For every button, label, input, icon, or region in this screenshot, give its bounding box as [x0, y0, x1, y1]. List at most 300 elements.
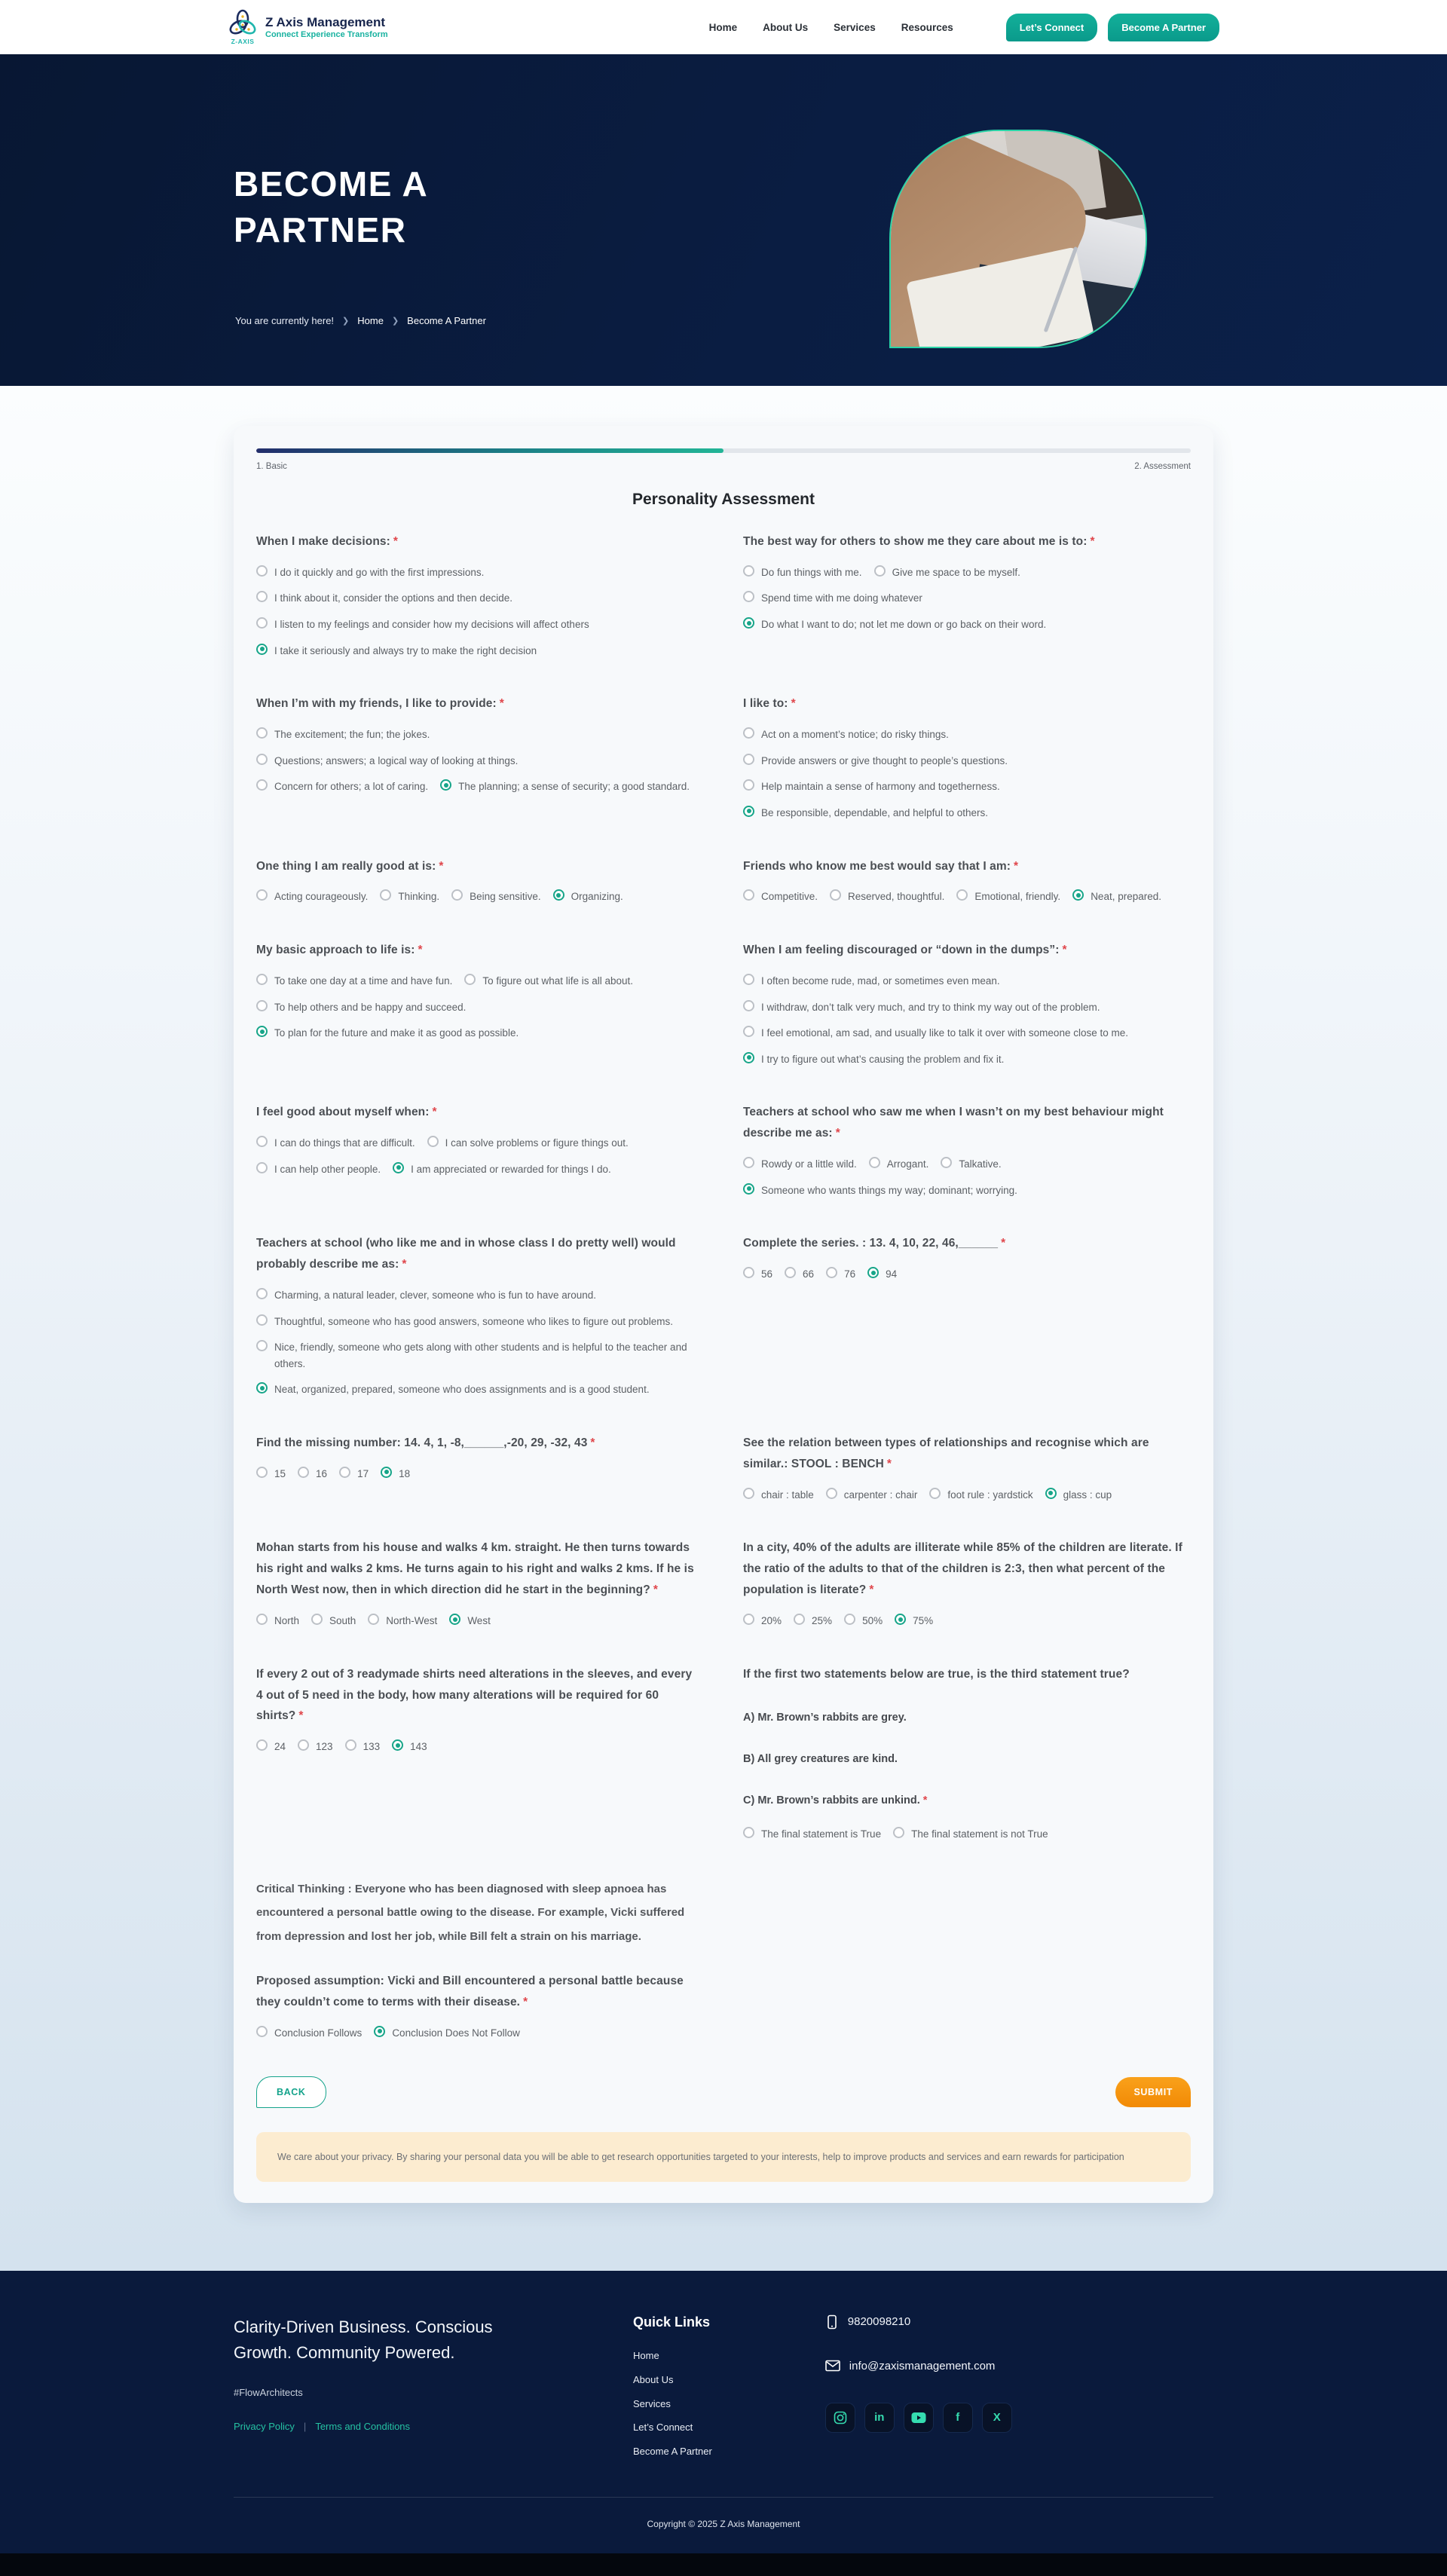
- required-asterisk: *: [869, 1583, 874, 1597]
- logo-mark: [228, 9, 258, 45]
- footer-content: [234, 2314, 1213, 2464]
- radio-icon[interactable]: [256, 779, 268, 791]
- radio-icon[interactable]: [743, 1000, 754, 1011]
- radio-selected-icon[interactable]: [743, 1052, 754, 1063]
- nav-item-services[interactable]: Services: [834, 21, 876, 33]
- question: [256, 1537, 701, 1629]
- radio-option[interactable]: [743, 1182, 1017, 1199]
- radio-option[interactable]: [743, 1156, 857, 1173]
- radio-option[interactable]: [743, 590, 922, 607]
- radio-option[interactable]: [256, 1161, 381, 1178]
- question-title: The best way for others to show me they care about me is to: *: [743, 535, 1095, 548]
- radio-icon[interactable]: [743, 1157, 754, 1168]
- radio-icon[interactable]: [345, 1739, 356, 1751]
- options-group: [256, 1466, 701, 1482]
- radio-option[interactable]: [895, 1613, 933, 1629]
- radio-option[interactable]: [743, 889, 818, 905]
- radio-option-label: Help maintain a sense of harmony and togetherness.: [761, 781, 1000, 793]
- radio-option[interactable]: [298, 1739, 333, 1755]
- questions-grid: [256, 531, 1191, 2042]
- radio-icon[interactable]: [311, 1614, 323, 1625]
- radio-selected-icon[interactable]: [743, 617, 754, 629]
- question-title: In a city, 40% of the adults are illiterate while 85% of the children are literate. If the ratio of the adults to that of the children is 2:3, then what percent of the population is literate? *: [743, 1541, 1182, 1597]
- radio-option-label: glass : cup: [1063, 1488, 1112, 1501]
- radio-option[interactable]: [256, 727, 430, 743]
- radio-icon[interactable]: [743, 591, 754, 602]
- radio-icon[interactable]: [743, 779, 754, 791]
- radio-icon[interactable]: [256, 1288, 268, 1299]
- back-button[interactable]: BACK: [256, 2076, 326, 2108]
- required-asterisk: *: [1014, 859, 1019, 873]
- radio-option-label: Concern for others; a lot of caring.: [274, 781, 429, 793]
- required-asterisk: *: [1090, 535, 1095, 548]
- radio-option-label: 24: [274, 1741, 286, 1753]
- radio-option-label: Reserved, thoughtful.: [848, 891, 945, 903]
- radio-option[interactable]: [256, 1613, 299, 1629]
- chevron-right-icon: ❯: [391, 317, 399, 326]
- radio-option[interactable]: [256, 1135, 415, 1152]
- radio-icon[interactable]: [298, 1467, 309, 1478]
- radio-option-label: 66: [803, 1268, 815, 1280]
- radio-option-label: I can do things that are difficult.: [274, 1137, 415, 1149]
- nav-item-about-us[interactable]: About Us: [763, 21, 809, 33]
- become-a-partner-button[interactable]: Become A Partner: [1108, 14, 1219, 41]
- radio-icon[interactable]: [743, 889, 754, 901]
- required-asterisk: *: [922, 1794, 928, 1807]
- radio-icon[interactable]: [256, 889, 268, 901]
- radio-option[interactable]: [743, 779, 1000, 795]
- required-asterisk: *: [1001, 1237, 1006, 1250]
- radio-option[interactable]: [256, 1466, 286, 1482]
- radio-option[interactable]: [743, 1613, 782, 1629]
- brand-logo[interactable]: [228, 9, 388, 45]
- options-group: [743, 1487, 1191, 1504]
- footer-link-services[interactable]: Services: [633, 2397, 671, 2409]
- radio-selected-icon[interactable]: [256, 1026, 268, 1037]
- question-title: Teachers at school (who like me and in whose class I do pretty well) would probably describe me as: *: [256, 1237, 676, 1271]
- options-group: [256, 1613, 701, 1629]
- radio-option-label: Thinking.: [398, 891, 440, 903]
- radio-option-label: 25%: [812, 1615, 833, 1627]
- radio-option-label: carpenter : chair: [843, 1488, 918, 1501]
- radio-icon[interactable]: [869, 1157, 880, 1168]
- header-buttons: [1006, 14, 1219, 41]
- radio-option-label: Do what I want to do; not let me down or go back on their word.: [761, 619, 1047, 631]
- radio-option[interactable]: [743, 616, 1046, 633]
- radio-option[interactable]: [941, 1156, 1001, 1173]
- question-title: Teachers at school who saw me when I wasn’t on my best behaviour might describe me as: *: [743, 1106, 1164, 1140]
- radio-option[interactable]: [256, 590, 512, 607]
- radio-selected-icon[interactable]: [374, 2026, 385, 2037]
- radio-icon[interactable]: [874, 565, 886, 577]
- radio-option[interactable]: [743, 1025, 1128, 1042]
- radio-icon[interactable]: [256, 617, 268, 629]
- radio-icon[interactable]: [256, 2026, 268, 2037]
- nav-item-home[interactable]: Home: [708, 21, 738, 33]
- radio-option-label: I think about it, consider the options and then decide.: [274, 592, 512, 604]
- form-title: Personality Assessment: [632, 491, 815, 508]
- radio-selected-icon[interactable]: [743, 1183, 754, 1195]
- radio-option[interactable]: [451, 889, 541, 905]
- radio-option[interactable]: [553, 889, 623, 905]
- question-title: Mohan starts from his house and walks 4 km. straight. He then turns towards his right and walks 2 kms. He turns again to his right and walks 2 kms. If he is North West now, then in which direction did he start in the beginning? *: [256, 1541, 694, 1597]
- radio-selected-icon[interactable]: [256, 644, 268, 655]
- radio-icon[interactable]: [830, 889, 841, 901]
- radio-option-label: chair : table: [761, 1488, 814, 1501]
- radio-option-label: Act on a moment’s notice; do risky things.: [761, 729, 949, 741]
- radio-icon[interactable]: [743, 565, 754, 577]
- radio-icon[interactable]: [743, 974, 754, 985]
- radio-option-label: Be responsible, dependable, and helpful to others.: [761, 806, 988, 818]
- radio-option[interactable]: [311, 1613, 356, 1629]
- radio-option[interactable]: [256, 1381, 650, 1398]
- x-icon[interactable]: X: [982, 2403, 1012, 2433]
- radio-selected-icon[interactable]: [895, 1614, 906, 1625]
- radio-option-label: 20%: [761, 1615, 782, 1627]
- breadcrumb-item-home[interactable]: Home: [357, 315, 384, 326]
- radio-selected-icon[interactable]: [393, 1162, 404, 1173]
- radio-icon[interactable]: [826, 1267, 837, 1278]
- radio-option[interactable]: [743, 1826, 881, 1843]
- footer-legal-terms-and-conditions[interactable]: Terms and Conditions: [315, 2421, 411, 2432]
- radio-icon[interactable]: [941, 1157, 952, 1168]
- question: [743, 1537, 1191, 1629]
- required-asterisk: *: [1062, 944, 1067, 957]
- required-asterisk: *: [393, 535, 399, 548]
- required-asterisk: *: [523, 1996, 528, 2009]
- radio-selected-icon[interactable]: [1045, 1488, 1057, 1499]
- question: [743, 1433, 1191, 1503]
- question-statement: B) All grey creatures are kind.: [743, 1752, 898, 1765]
- assessment-form-card: [234, 426, 1213, 2203]
- radio-option-label: 16: [316, 1467, 328, 1479]
- radio-icon[interactable]: [256, 974, 268, 985]
- radio-option[interactable]: [256, 564, 484, 581]
- question-title: Friends who know me best would say that I am: *: [743, 859, 1019, 873]
- radio-icon[interactable]: [743, 727, 754, 739]
- radio-icon[interactable]: [956, 889, 968, 901]
- options-group: [256, 1287, 701, 1398]
- instagram-icon[interactable]: [825, 2403, 855, 2433]
- radio-icon[interactable]: [464, 974, 476, 985]
- radio-icon[interactable]: [743, 1614, 754, 1625]
- question-title: If every 2 out of 3 readymade shirts need alterations in the sleeves, and every 4 out of 5 need in the body, how many alterations will be required for 60 shirts? *: [256, 1667, 693, 1723]
- question: [256, 1877, 701, 2042]
- options-group: [256, 1739, 701, 1755]
- radio-icon[interactable]: [743, 1267, 754, 1278]
- radio-option-label: Someone who wants things my way; dominant; worrying.: [761, 1184, 1017, 1196]
- radio-icon[interactable]: [256, 1614, 268, 1625]
- radio-option[interactable]: [893, 1826, 1048, 1843]
- social-icons: [825, 2403, 1012, 2433]
- question-title: One thing I am really good at is: *: [256, 859, 444, 873]
- options-group: [743, 1266, 1191, 1283]
- linkedin-icon[interactable]: in: [864, 2403, 895, 2433]
- footer-link-about-us[interactable]: About Us: [633, 2373, 674, 2385]
- submit-button[interactable]: SUBMIT: [1115, 2077, 1191, 2107]
- radio-option[interactable]: [874, 564, 1020, 581]
- radio-option[interactable]: [256, 1025, 519, 1042]
- radio-option[interactable]: [392, 1739, 427, 1755]
- radio-option[interactable]: [830, 889, 944, 905]
- hero-banner: [0, 54, 1447, 386]
- question-title: My basic approach to life is: *: [256, 944, 423, 957]
- radio-option[interactable]: [256, 1314, 673, 1330]
- radio-option[interactable]: [256, 973, 452, 990]
- radio-option[interactable]: [440, 779, 690, 795]
- radio-selected-icon[interactable]: [256, 1382, 268, 1394]
- radio-option-label: I am appreciated or rewarded for things I do.: [411, 1163, 611, 1175]
- radio-selected-icon[interactable]: [392, 1739, 403, 1751]
- radio-option-label: Acting courageously.: [274, 891, 369, 903]
- radio-option[interactable]: [345, 1739, 381, 1755]
- main-nav: [709, 14, 1219, 41]
- radio-selected-icon[interactable]: [381, 1467, 392, 1478]
- facebook-icon[interactable]: f: [943, 2403, 973, 2433]
- step-basic-label: 1. Basic: [256, 462, 287, 471]
- radio-option[interactable]: [794, 1613, 832, 1629]
- radio-option-label: Give me space to be myself.: [892, 566, 1020, 578]
- radio-option[interactable]: [867, 1266, 897, 1283]
- required-asterisk: *: [499, 697, 504, 711]
- radio-icon[interactable]: [256, 1739, 268, 1751]
- radio-option[interactable]: [256, 2025, 362, 2042]
- radio-option[interactable]: [256, 779, 428, 795]
- radio-selected-icon[interactable]: [440, 779, 451, 791]
- radio-option-label: I feel emotional, am sad, and usually like to talk it over with someone close to me.: [761, 1027, 1128, 1039]
- radio-icon[interactable]: [256, 591, 268, 602]
- radio-option[interactable]: [743, 973, 1000, 990]
- radio-option[interactable]: [743, 564, 862, 581]
- main-content: [0, 386, 1447, 2271]
- options-group: [743, 1156, 1191, 1198]
- radio-option[interactable]: [380, 889, 439, 905]
- breadcrumb-item-become-a-partner[interactable]: Become A Partner: [407, 315, 486, 326]
- radio-icon[interactable]: [893, 1827, 904, 1838]
- radio-option[interactable]: [743, 999, 1100, 1016]
- quick-links-title: Quick Links: [633, 2314, 711, 2330]
- question-title: If the first two statements below are true, is the third statement true?: [743, 1667, 1130, 1681]
- radio-option[interactable]: [1045, 1487, 1112, 1504]
- radio-option[interactable]: [256, 1339, 696, 1372]
- radio-icon[interactable]: [380, 889, 391, 901]
- question: [256, 693, 701, 821]
- radio-option-label: West: [467, 1615, 491, 1627]
- radio-icon[interactable]: [427, 1136, 439, 1147]
- radio-option[interactable]: [464, 973, 633, 990]
- footer-link-become-a-partner[interactable]: Become A Partner: [633, 2446, 712, 2458]
- radio-selected-icon[interactable]: [449, 1614, 460, 1625]
- question: [743, 856, 1191, 905]
- question: [256, 1233, 701, 1398]
- radio-option-label: Emotional, friendly.: [974, 891, 1061, 903]
- radio-icon[interactable]: [256, 1340, 268, 1351]
- question: [743, 940, 1191, 1067]
- question-title: I like to: *: [743, 697, 796, 711]
- radio-icon[interactable]: [743, 1488, 754, 1499]
- radio-option-label: The final statement is True: [761, 1828, 882, 1840]
- footer-link-home[interactable]: Home: [633, 2349, 659, 2361]
- radio-icon[interactable]: [339, 1467, 350, 1478]
- radio-option-label: The planning; a sense of security; a good standard.: [458, 781, 690, 793]
- radio-option[interactable]: [956, 889, 1060, 905]
- radio-option[interactable]: [256, 616, 589, 633]
- radio-selected-icon[interactable]: [867, 1267, 879, 1278]
- radio-option-label: Neat, organized, prepared, someone who does assignments and is a good student.: [274, 1384, 650, 1396]
- radio-option[interactable]: [743, 1266, 772, 1283]
- radio-option[interactable]: [339, 1466, 369, 1482]
- question: [256, 1433, 701, 1503]
- radio-option-label: The final statement is not True: [911, 1828, 1048, 1840]
- radio-option[interactable]: [785, 1266, 814, 1283]
- question-title: I feel good about myself when: *: [256, 1106, 437, 1119]
- radio-option[interactable]: [743, 1051, 1004, 1068]
- radio-option[interactable]: [374, 2025, 520, 2042]
- radio-option[interactable]: [1072, 889, 1161, 905]
- radio-option[interactable]: [381, 1466, 410, 1482]
- radio-option[interactable]: [743, 753, 1008, 769]
- radio-option[interactable]: [368, 1613, 437, 1629]
- radio-option-label: 133: [363, 1741, 381, 1753]
- question-title: Proposed assumption: Vicki and Bill encountered a personal battle because they couldn’t come to terms with their disease. *: [256, 1975, 684, 2009]
- radio-icon[interactable]: [256, 1000, 268, 1011]
- radio-icon[interactable]: [451, 889, 463, 901]
- logo-subtext: Z-AXIS: [231, 38, 255, 45]
- radio-option-label: Arrogant.: [886, 1158, 929, 1170]
- footer-tagline: Clarity-Driven Business. Conscious Growth. Community Powered.: [234, 2317, 493, 2362]
- radio-option-label: I withdraw, don’t talk very much, and try to think my way out of the problem.: [761, 1001, 1100, 1013]
- footer-hashtag: #FlowArchitects: [234, 2387, 303, 2398]
- footer-brand-column: [234, 2314, 528, 2432]
- radio-option-label: 15: [274, 1467, 286, 1479]
- youtube-icon[interactable]: [904, 2403, 934, 2433]
- radio-icon[interactable]: [826, 1488, 837, 1499]
- radio-option[interactable]: [844, 1613, 883, 1629]
- question: [256, 940, 701, 1067]
- radio-option[interactable]: [826, 1266, 855, 1283]
- radio-option-label: The excitement; the fun; the jokes.: [274, 729, 430, 741]
- radio-icon[interactable]: [256, 1467, 268, 1478]
- radio-selected-icon[interactable]: [1072, 889, 1084, 901]
- radio-option-label: Charming, a natural leader, clever, someone who is fun to have around.: [274, 1290, 597, 1302]
- radio-icon[interactable]: [785, 1267, 796, 1278]
- nav-links: [709, 22, 953, 33]
- lets-connect-button[interactable]: Let’s Connect: [1006, 14, 1097, 41]
- radio-option[interactable]: [449, 1613, 491, 1629]
- radio-option-label: 56: [761, 1268, 773, 1280]
- email-icon: [825, 2360, 840, 2372]
- radio-icon[interactable]: [256, 1136, 268, 1147]
- radio-icon[interactable]: [743, 1026, 754, 1037]
- footer-link-let-s-connect[interactable]: Let’s Connect: [633, 2422, 693, 2434]
- radio-option[interactable]: [298, 1466, 327, 1482]
- options-group: [743, 564, 1191, 633]
- radio-option[interactable]: [929, 1487, 1032, 1504]
- bottom-black-bar: [0, 2553, 1447, 2576]
- email-row[interactable]: [825, 2360, 1012, 2373]
- radio-option-label: I take it seriously and always try to make the right decision: [274, 644, 537, 656]
- radio-icon[interactable]: [256, 1162, 268, 1173]
- options-group: [743, 727, 1191, 821]
- radio-option-label: I can solve problems or figure things out.: [445, 1137, 629, 1149]
- radio-icon[interactable]: [929, 1488, 941, 1499]
- radio-icon[interactable]: [256, 565, 268, 577]
- breadcrumb-items: [342, 315, 486, 326]
- radio-option-label: 123: [316, 1741, 333, 1753]
- radio-icon[interactable]: [256, 754, 268, 765]
- footer-quicklinks-column: [633, 2314, 712, 2464]
- options-group: [256, 889, 701, 905]
- radio-option[interactable]: [826, 1487, 918, 1504]
- email-address: info@zaxismanagement.com: [849, 2359, 996, 2373]
- radio-icon[interactable]: [368, 1614, 379, 1625]
- radio-icon[interactable]: [844, 1614, 855, 1625]
- options-group: [256, 2025, 701, 2042]
- step-assessment-label: 2. Assessment: [1134, 462, 1191, 471]
- radio-option-label: Questions; answers; a logical way of looking at things.: [274, 754, 519, 766]
- phone-number: 9820098210: [847, 2315, 911, 2329]
- radio-icon[interactable]: [256, 1314, 268, 1326]
- footer: [0, 2271, 1447, 2576]
- options-group: [743, 889, 1191, 905]
- required-asterisk: *: [298, 1709, 304, 1723]
- question: [256, 1102, 701, 1198]
- radio-option[interactable]: [256, 753, 518, 769]
- step-labels: [256, 462, 1191, 471]
- question-statement: A) Mr. Brown’s rabbits are grey.: [743, 1711, 907, 1724]
- radio-selected-icon[interactable]: [743, 806, 754, 817]
- question-title: See the relation between types of relationships and recognise which are similar.: STOOL : BENCH *: [743, 1436, 1149, 1470]
- radio-option[interactable]: [256, 1287, 596, 1304]
- radio-icon[interactable]: [256, 727, 268, 739]
- radio-option-label: Conclusion Follows: [274, 2027, 363, 2039]
- radio-option[interactable]: [256, 643, 537, 659]
- question: [743, 1233, 1191, 1398]
- radio-option[interactable]: [256, 1739, 286, 1755]
- phone-row[interactable]: [825, 2314, 1012, 2330]
- radio-option[interactable]: [256, 889, 368, 905]
- radio-option[interactable]: [427, 1135, 629, 1152]
- radio-option-label: I listen to my feelings and consider how my decisions will affect others: [274, 619, 589, 631]
- hero-photo: [889, 130, 1147, 348]
- header: [0, 0, 1447, 54]
- footer-legal-links: [234, 2421, 528, 2432]
- required-asterisk: *: [791, 697, 796, 711]
- radio-option[interactable]: [743, 1487, 814, 1504]
- radio-icon[interactable]: [298, 1739, 309, 1751]
- radio-icon[interactable]: [743, 754, 754, 765]
- required-asterisk: *: [402, 1258, 407, 1271]
- footer-legal-privacy-policy[interactable]: Privacy Policy: [234, 2421, 295, 2432]
- radio-option-label: Thoughtful, someone who has good answers, someone who likes to figure out problems.: [274, 1315, 674, 1327]
- radio-option-label: Being sensitive.: [470, 891, 541, 903]
- radio-option-label: Rowdy or a little wild.: [761, 1158, 857, 1170]
- radio-option[interactable]: [393, 1161, 611, 1178]
- chevron-right-icon: ❯: [342, 317, 350, 326]
- radio-selected-icon[interactable]: [553, 889, 564, 901]
- radio-icon[interactable]: [794, 1614, 805, 1625]
- radio-option[interactable]: [869, 1156, 929, 1173]
- radio-icon[interactable]: [743, 1827, 754, 1838]
- radio-option[interactable]: [256, 999, 466, 1016]
- radio-option-label: Talkative.: [959, 1158, 1002, 1170]
- radio-option-label: Spend time with me doing whatever: [761, 592, 922, 604]
- radio-option[interactable]: [743, 805, 988, 821]
- radio-option[interactable]: [743, 727, 949, 743]
- nav-item-resources[interactable]: Resources: [901, 21, 953, 33]
- question-statement: C) Mr. Brown’s rabbits are unkind. *: [743, 1794, 928, 1807]
- radio-option-label: I try to figure out what’s causing the problem and fix it.: [761, 1053, 1005, 1065]
